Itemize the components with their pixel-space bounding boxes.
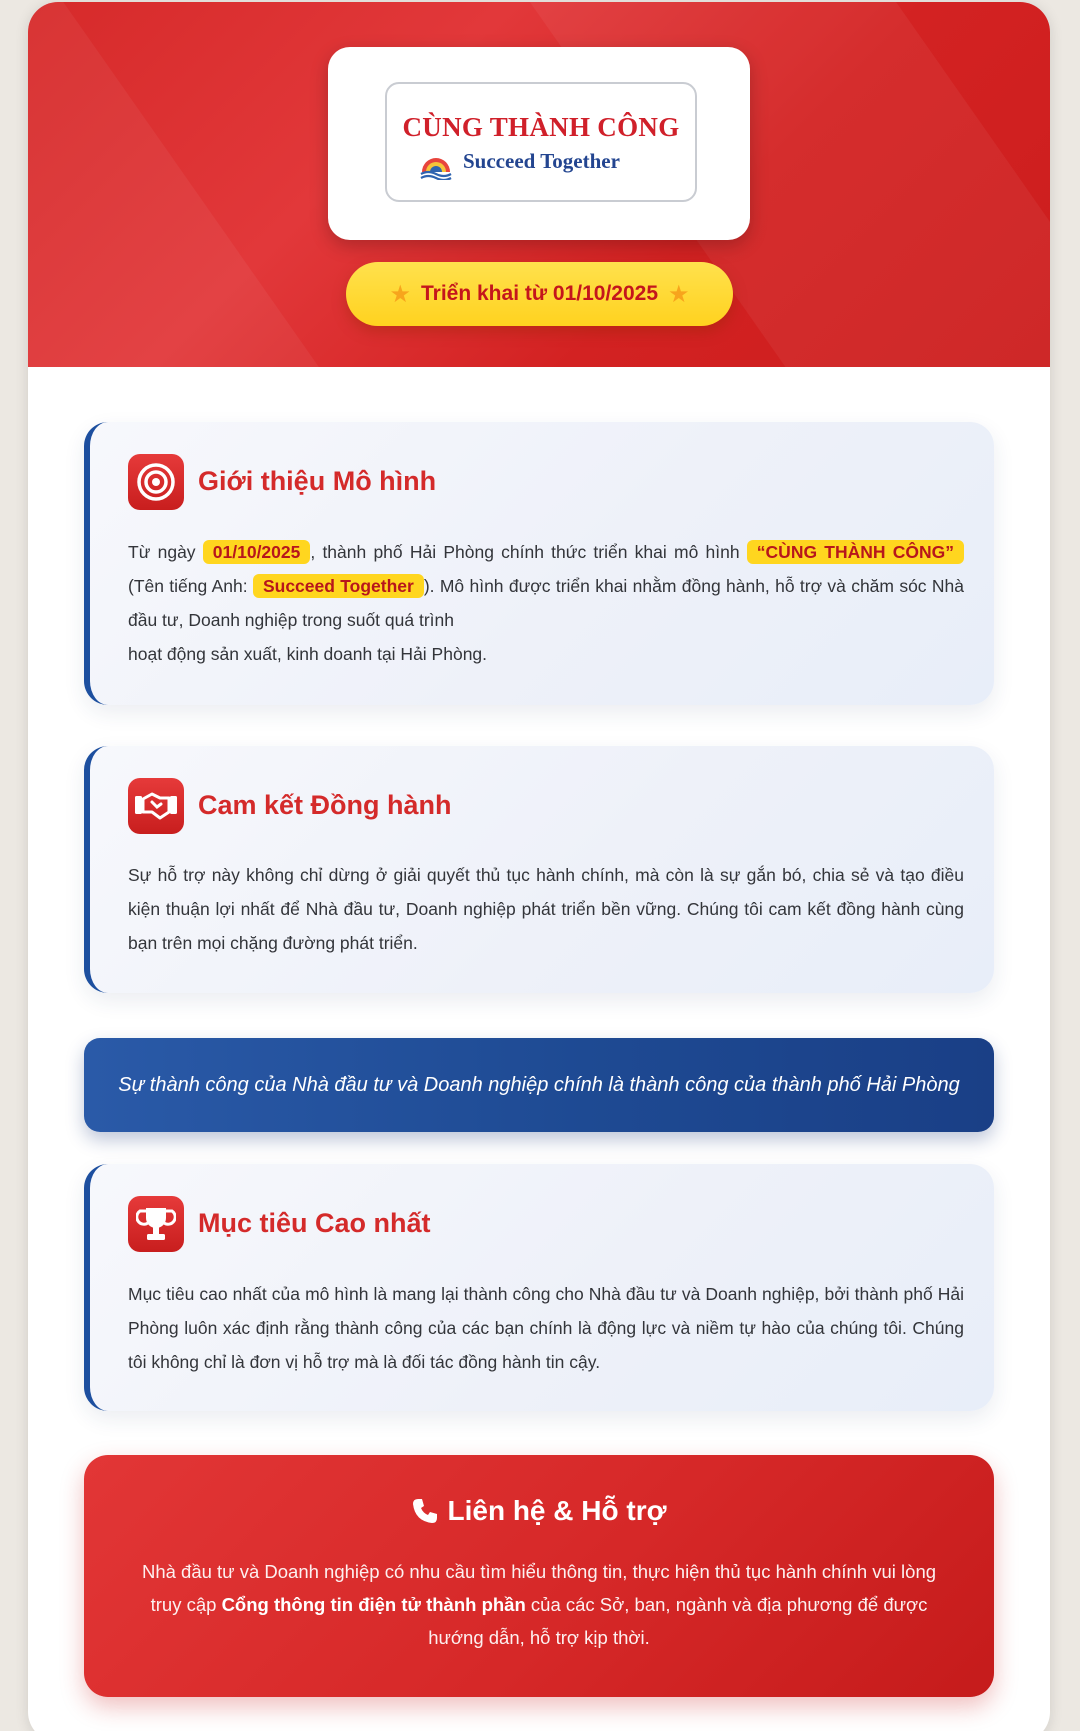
english-name-highlight: Succeed Together [253, 574, 424, 598]
target-icon [128, 454, 184, 510]
intro-text: Từ ngày 01/10/2025 , thành phố Hải Phòng chính thức triển khai mô hình “CÙNG THÀNH CÔNG” (Tên tiếng Anh: Succeed Together ). Mô hình được triển khai nhằm đồng hành, hỗ trợ và chăm sóc Nhà đầu tư, Doanh nghiệp trong suốt quá trình hoạt động sản xuất, kinh doanh tại Hải Phòng. [128, 542, 964, 664]
page-container [28, 2, 1050, 1731]
star-icon: ★ [389, 280, 411, 308]
model-name-highlight: “CÙNG THÀNH CÔNG” [747, 540, 964, 564]
city-emblem-icon [419, 150, 453, 180]
hero-banner [28, 2, 1050, 367]
launch-date-badge [346, 262, 733, 326]
logo [385, 82, 697, 202]
portal-link[interactable]: Cổng thông tin điện tử thành phần [221, 1594, 526, 1615]
contact-title: Liên hệ & Hỗ trợ [447, 1495, 667, 1526]
logo-english-text: Succeed Together [463, 149, 620, 173]
phone-icon [411, 1497, 439, 1525]
commitment-title: Cam kết Đồng hành [198, 790, 452, 820]
goal-title: Mục tiêu Cao nhất [198, 1208, 431, 1238]
handshake-icon [128, 778, 184, 834]
logo-card [328, 47, 750, 240]
commitment-card [84, 746, 994, 993]
commitment-text: Sự hỗ trợ này không chỉ dừng ở giải quyết thủ tục hành chính, mà còn là sự gắn bó, chia sẻ và tạo điều kiện thuận lợi nhất để Nhà đầu tư, Doanh nghiệp phát triển bền vững. Chúng tôi cam kết đồng hành cùng bạn trên mọi chặng đường phát triển. [128, 865, 964, 953]
intro-card [84, 422, 994, 705]
goal-card [84, 1164, 994, 1411]
contact-heading [84, 1495, 994, 1527]
launch-date-highlight: 01/10/2025 [203, 540, 311, 564]
launch-date-text: Triển khai từ 01/10/2025 [420, 282, 658, 305]
quote-banner: Sự thành công của Nhà đầu tư và Doanh nghiệp chính là thành công của thành phố Hải Phòng [84, 1038, 994, 1132]
goal-text: Mục tiêu cao nhất của mô hình là mang lại thành công cho Nhà đầu tư và Doanh nghiệp, bởi thành phố Hải Phòng luôn xác định rằng thành công của các bạn chính là động lực và niềm tự hào của chúng tôi. Chúng tôi không chỉ là đơn vị hỗ trợ mà là đối tác đồng hành tin cậy. [128, 1284, 964, 1372]
contact-text: Nhà đầu tư và Doanh nghiệp có nhu cầu tìm hiểu thông tin, thực hiện thủ tục hành chính vui lòng truy cập Cổng thông tin điện tử thành phần của các Sở, ban, ngành và địa phương để được hướng dẫn, hỗ trợ kịp thời. [141, 1561, 937, 1648]
trophy-icon [128, 1196, 184, 1252]
contact-card [84, 1455, 994, 1697]
logo-vietnamese-text: CÙNG THÀNH CÔNG [402, 112, 680, 142]
star-icon: ★ [668, 280, 690, 308]
intro-title: Giới thiệu Mô hình [198, 466, 437, 496]
